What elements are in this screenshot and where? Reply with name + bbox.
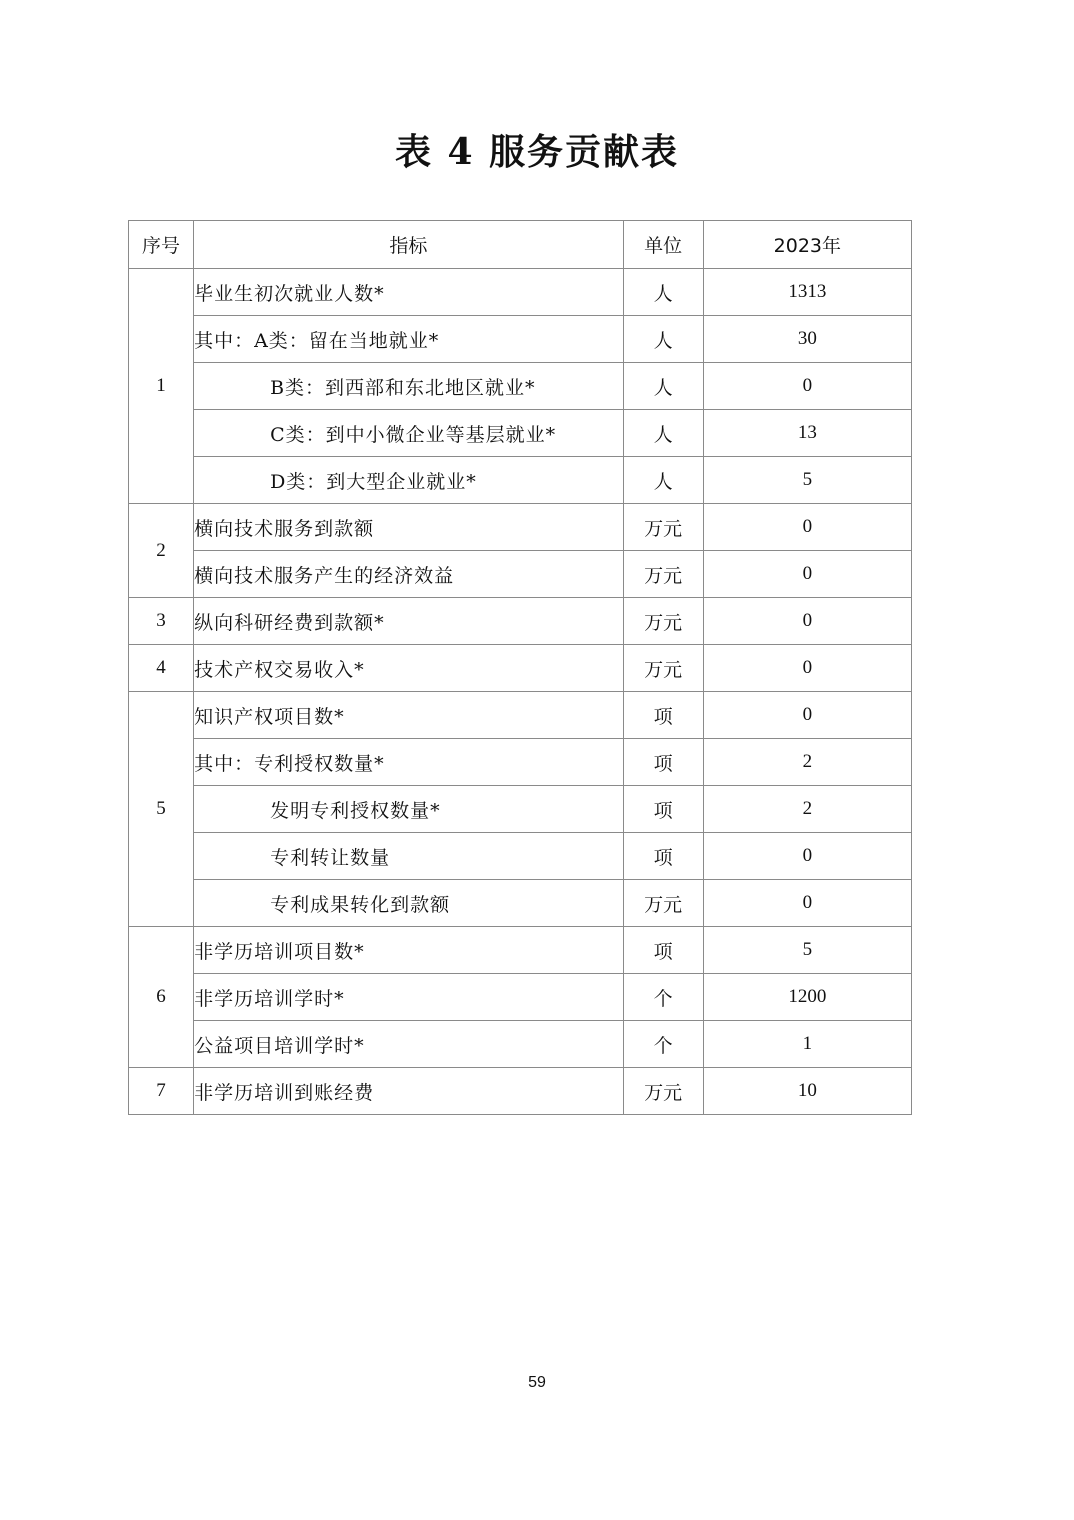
header-no: 序号	[129, 221, 194, 269]
indicator-cell: 非学历培训到账经费	[194, 1068, 624, 1115]
unit-cell: 万元	[623, 880, 703, 927]
indicator-cell: 其中：A类：留在当地就业*	[194, 316, 624, 363]
indicator-cell: 横向技术服务到款额	[194, 504, 624, 551]
indicator-cell: 专利成果转化到款额	[194, 880, 624, 927]
value-cell: 0	[703, 833, 911, 880]
table-row	[129, 1021, 912, 1068]
table-row	[129, 316, 912, 363]
unit-cell: 项	[623, 927, 703, 974]
value-cell: 0	[703, 692, 911, 739]
indicator-cell: 专利转让数量	[194, 833, 624, 880]
row-number: 7	[129, 1068, 194, 1115]
row-number: 3	[129, 598, 194, 645]
unit-cell: 项	[623, 786, 703, 833]
row-number: 5	[129, 692, 194, 927]
value-cell: 10	[703, 1068, 911, 1115]
table-row	[129, 457, 912, 504]
value-cell: 5	[703, 927, 911, 974]
table-row	[129, 786, 912, 833]
value-cell: 2	[703, 739, 911, 786]
unit-cell: 个	[623, 974, 703, 1021]
value-cell: 5	[703, 457, 911, 504]
table-row	[129, 833, 912, 880]
table-row	[129, 927, 912, 974]
value-cell: 30	[703, 316, 911, 363]
header-indicator: 指标	[194, 221, 624, 269]
value-cell: 1313	[703, 269, 911, 316]
service-contribution-table	[128, 220, 912, 1115]
table-body	[129, 269, 912, 1115]
indicator-cell: D类：到大型企业就业*	[194, 457, 624, 504]
table-row	[129, 598, 912, 645]
unit-cell: 人	[623, 269, 703, 316]
table-row	[129, 880, 912, 927]
table-row	[129, 692, 912, 739]
unit-cell: 项	[623, 692, 703, 739]
unit-cell: 万元	[623, 645, 703, 692]
table-header-row	[129, 221, 912, 269]
indicator-cell: C类：到中小微企业等基层就业*	[194, 410, 624, 457]
value-cell: 2	[703, 786, 911, 833]
header-year: 2023年	[703, 221, 911, 269]
unit-cell: 项	[623, 739, 703, 786]
indicator-cell: B类：到西部和东北地区就业*	[194, 363, 624, 410]
unit-cell: 个	[623, 1021, 703, 1068]
unit-cell: 项	[623, 833, 703, 880]
unit-cell: 人	[623, 363, 703, 410]
indicator-cell: 纵向科研经费到款额*	[194, 598, 624, 645]
indicator-cell: 毕业生初次就业人数*	[194, 269, 624, 316]
indicator-cell: 其中：专利授权数量*	[194, 739, 624, 786]
indicator-cell: 公益项目培训学时*	[194, 1021, 624, 1068]
indicator-cell: 发明专利授权数量*	[194, 786, 624, 833]
table-row	[129, 269, 912, 316]
value-cell: 0	[703, 551, 911, 598]
indicator-cell: 非学历培训项目数*	[194, 927, 624, 974]
row-number: 2	[129, 504, 194, 598]
indicator-cell: 非学历培训学时*	[194, 974, 624, 1021]
unit-cell: 人	[623, 316, 703, 363]
indicator-cell: 技术产权交易收入*	[194, 645, 624, 692]
value-cell: 0	[703, 363, 911, 410]
unit-cell: 万元	[623, 504, 703, 551]
header-unit: 单位	[623, 221, 703, 269]
unit-cell: 万元	[623, 551, 703, 598]
value-cell: 0	[703, 598, 911, 645]
table-row	[129, 1068, 912, 1115]
row-number: 1	[129, 269, 194, 504]
row-number: 4	[129, 645, 194, 692]
unit-cell: 人	[623, 457, 703, 504]
indicator-cell: 知识产权项目数*	[194, 692, 624, 739]
page-number: 59	[528, 1374, 546, 1391]
value-cell: 13	[703, 410, 911, 457]
value-cell: 0	[703, 645, 911, 692]
value-cell: 0	[703, 880, 911, 927]
unit-cell: 人	[623, 410, 703, 457]
page-title: 表 4 服务贡献表	[394, 131, 680, 173]
indicator-cell: 横向技术服务产生的经济效益	[194, 551, 624, 598]
value-cell: 0	[703, 504, 911, 551]
table-row	[129, 504, 912, 551]
value-cell: 1200	[703, 974, 911, 1021]
table-row	[129, 551, 912, 598]
table-row	[129, 974, 912, 1021]
table-row	[129, 363, 912, 410]
unit-cell: 万元	[623, 1068, 703, 1115]
value-cell: 1	[703, 1021, 911, 1068]
table-row	[129, 410, 912, 457]
unit-cell: 万元	[623, 598, 703, 645]
table-row	[129, 739, 912, 786]
row-number: 6	[129, 927, 194, 1068]
table-row	[129, 645, 912, 692]
